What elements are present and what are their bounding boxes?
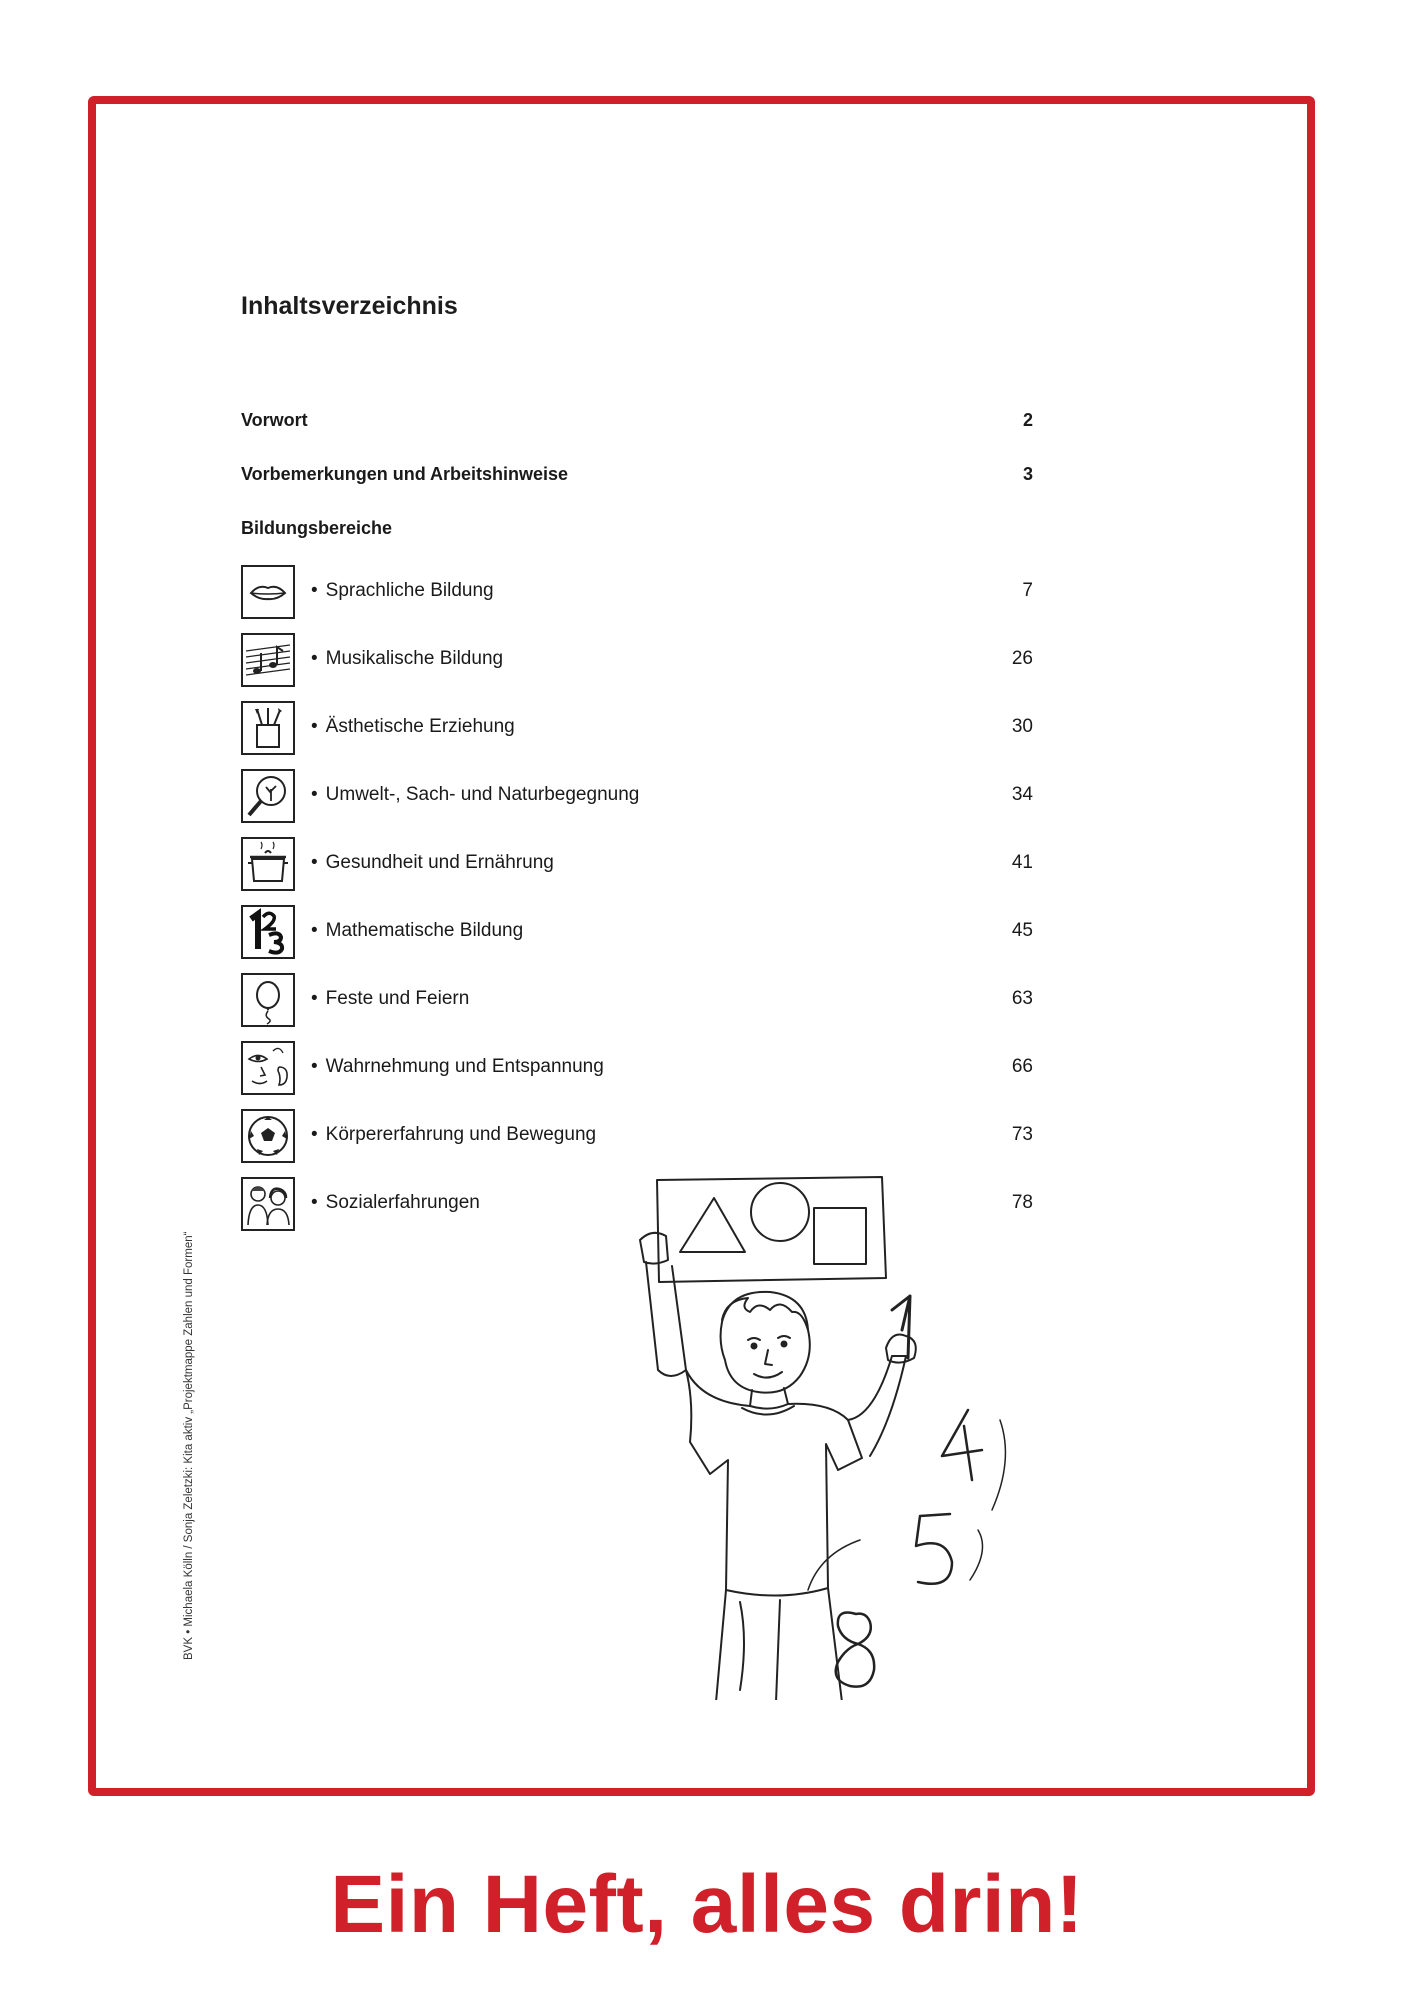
- digit-4: [942, 1410, 982, 1480]
- toc-item-label: • Umwelt-, Sach- und Naturbegegnung: [311, 784, 640, 805]
- toc-item-feste-feiern[interactable]: [241, 973, 1033, 1029]
- mouth-icon: [241, 565, 295, 619]
- toc-item-mathematische-bildung[interactable]: [241, 905, 1033, 961]
- toc-item-label: • Gesundheit und Ernährung: [311, 852, 554, 873]
- toc-section-bildungsbereiche: [241, 518, 1033, 548]
- toc-item-koerpererfahrung-bewegung[interactable]: [241, 1109, 1033, 1165]
- magnifier-tree-icon: [241, 769, 295, 823]
- digit-8: [836, 1613, 874, 1687]
- toc-item-page: 66: [1011, 1056, 1033, 1077]
- toc-item-page: 30: [1011, 716, 1033, 737]
- cooking-pot-icon: [241, 837, 295, 891]
- toc-item-musikalische-bildung[interactable]: [241, 633, 1033, 689]
- toc-entry-page: 2: [1022, 410, 1033, 430]
- toc-item-page: 63: [1011, 988, 1033, 1009]
- toc-item-page: 45: [1011, 920, 1033, 941]
- slogan: Ein Heft, alles drin!: [330, 1859, 1084, 1950]
- toc-item-page: 34: [1011, 784, 1033, 805]
- toc-entry-label: Vorwort: [241, 410, 308, 430]
- toc-item-label: • Musikalische Bildung: [311, 648, 504, 669]
- toc-title: Inhaltsverzeichnis: [241, 292, 458, 320]
- toc-item-page: 7: [1022, 580, 1033, 601]
- toc-item-label: • Sprachliche Bildung: [311, 580, 494, 601]
- square-shape: [814, 1208, 866, 1264]
- toc-item-label: • Mathematische Bildung: [311, 920, 524, 941]
- toc-section-label: Bildungsbereiche: [241, 518, 393, 538]
- music-notes-icon: [241, 633, 295, 687]
- toc-item-label: • Ästhetische Erziehung: [311, 716, 515, 737]
- face-senses-icon: [241, 1041, 295, 1095]
- toc-entry-vorwort[interactable]: [241, 410, 1033, 440]
- toc-entry-vorbemerkungen[interactable]: [241, 464, 1033, 494]
- toc-entry-label: Vorbemerkungen und Arbeitshinweise: [241, 464, 569, 484]
- toc-item-label: • Wahrnehmung und Entspannung: [311, 1056, 604, 1077]
- toc-item-page: 41: [1011, 852, 1033, 873]
- circle-shape: [751, 1183, 809, 1241]
- toc-item-umwelt-sach-naturbegegnung[interactable]: [241, 769, 1033, 825]
- boy-with-shapes-illustration: [630, 1170, 1060, 1700]
- children-group-icon: [241, 1177, 295, 1231]
- numbers-123-icon: [241, 905, 295, 959]
- brushes-cup-icon: [241, 701, 295, 755]
- toc-item-gesundheit-ernaehrung[interactable]: [241, 837, 1033, 893]
- toc-item-page: 73: [1011, 1124, 1033, 1145]
- toc-item-label: • Körpererfahrung und Bewegung: [311, 1124, 597, 1145]
- sidebar-credit: BVK • Michaela Kölln / Sonja Zeletzki: Kita aktiv „Projektmappe Zahlen und Formen“: [183, 1231, 195, 1660]
- digit-5: [916, 1514, 952, 1584]
- toc-item-page: 26: [1011, 648, 1033, 669]
- toc-item-sprachliche-bildung[interactable]: [241, 565, 1033, 621]
- shapes-sign: [657, 1177, 886, 1282]
- toc-item-wahrnehmung-entspannung[interactable]: [241, 1041, 1033, 1097]
- toc-item-label: • Feste und Feiern: [311, 988, 470, 1009]
- toc-item-aesthetische-erziehung[interactable]: [241, 701, 1033, 757]
- balloon-icon: [241, 973, 295, 1027]
- triangle-shape: [680, 1198, 745, 1252]
- toc-item-page: 78: [1011, 1192, 1033, 1213]
- football-icon: [241, 1109, 295, 1163]
- toc-item-label: • Sozialerfahrungen: [311, 1192, 480, 1213]
- toc-entry-page: 3: [1022, 464, 1033, 484]
